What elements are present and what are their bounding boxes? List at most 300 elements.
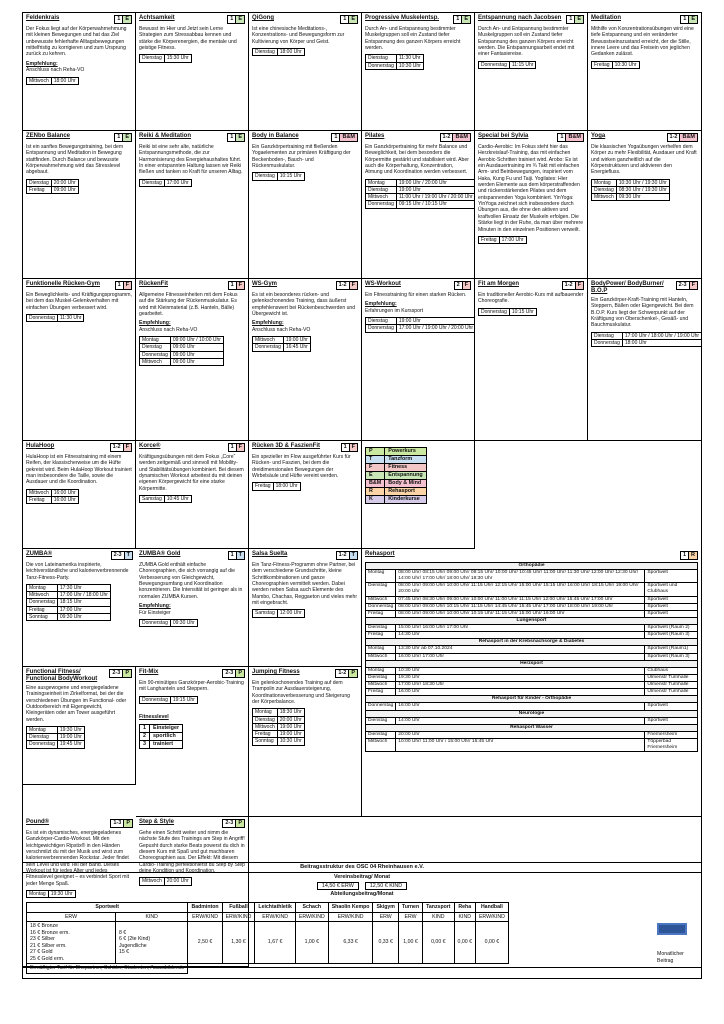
course-title: Salsa Suelta	[252, 551, 288, 557]
time-row	[366, 186, 476, 193]
legend-code: F	[366, 464, 385, 472]
time-day: Samstag	[140, 496, 165, 503]
course-card	[362, 279, 475, 441]
course-description: Durch An- und Entspannung bestimmter Muskelgruppen soll ein Zustand tiefer Entspannung des ganzen Körpers erreicht werden. Die Entspannungsarbeit endet mit einer Fantasiereise.	[478, 25, 575, 58]
time-value: 12:00 Uhr	[277, 610, 304, 617]
time-value: 16:00 Uhr	[51, 496, 78, 503]
time-day: Mittwoch	[366, 194, 397, 201]
course-title: Jumping Fitness	[252, 669, 300, 675]
time-value: 18:00 Uhr	[51, 77, 78, 84]
course-header	[26, 551, 133, 560]
fees-subhead: KIND	[423, 912, 454, 922]
time-day: Dienstag	[27, 179, 52, 186]
course-category-badge: F	[349, 281, 358, 290]
legend-code: K	[366, 496, 385, 504]
course-header	[139, 281, 245, 290]
time-row	[479, 308, 537, 315]
course-category-badge: P	[123, 819, 133, 828]
course-badges	[340, 15, 358, 24]
course-title: Yoga	[591, 133, 606, 139]
time-row	[592, 194, 670, 201]
time-day: Dienstag	[366, 318, 397, 325]
course-title: Achtsamkeit	[139, 15, 175, 21]
course-recommendation: Für Einsteiger	[139, 609, 171, 616]
rehasport-times: 08:00 Uhr/ 09:00 Uhr/ 10:15 Uhr/ 11:15 Uhr/ 14:45 Uhr/ 15:45 Uhr/ 17:00 Uhr/ 18:00 Uhr/ 19:00 Uhr	[396, 603, 645, 610]
course-level-badge: 2-3	[222, 669, 236, 678]
sportwelt-kind-price: 6 € (2te Kind)	[118, 936, 151, 943]
course-description: Reiki ist eine sehr alte, natürliche Entspannungsmethode, die zur Harmonisierung des Energiehaushaltes führt. In einer entspannten Haltung lassen wir Reiki fließen und tanken so Kraft für unseren Alltag.	[139, 143, 243, 176]
fees-column-header: Leichtathletik	[255, 903, 295, 913]
course-description: Ein Ganzkörpertraining für mehr Balance und Beweglichkeit, bei dem besonders die Körpermitte gestärkt und stabilisiert wird. Aber auch die Körperhaltung, Konzentration, Atmung und Koordination werden verbessert.	[365, 143, 469, 176]
time-row	[27, 726, 85, 733]
time-row	[27, 734, 85, 741]
rehasport-location: Clubhaus	[645, 667, 698, 674]
time-value: 19:00 Uhr	[283, 337, 310, 344]
time-value: 18:00 Uhr	[277, 48, 304, 55]
time-day: Montag	[592, 179, 617, 186]
time-value: 18:00 Uhr	[273, 483, 300, 490]
fees-column-header: Reha	[454, 903, 475, 913]
time-value: 17:00 Uhr	[499, 236, 526, 243]
course-header	[365, 133, 471, 142]
course-level-badge: 1	[228, 551, 237, 560]
fees-subhead: ERW/KIND	[255, 912, 295, 922]
time-row	[140, 179, 192, 186]
time-row	[253, 337, 311, 344]
time-day: Montag	[27, 726, 58, 733]
time-row	[27, 179, 79, 186]
rehasport-section-title: Herzsport	[366, 660, 698, 667]
time-value: 11:00 Uhr / 19:00 Uhr / 20:00 Uhr	[396, 194, 475, 201]
course-level-badge: 1	[227, 133, 236, 142]
course-level-badge: 2	[454, 281, 463, 290]
legend-code: T	[366, 456, 385, 464]
course-header	[591, 281, 698, 295]
legend-label: Tanzform	[385, 456, 426, 464]
time-value: 10:30 Uhr	[612, 61, 639, 68]
course-description: Ein Ganzkörpertraining mit fließenden Yogaelementen zur primären Kräftigung der Beckenboden-, Bauch- und Rückenmuskulatur.	[252, 143, 351, 169]
time-row	[479, 236, 527, 243]
time-value: 19:00 Uhr	[396, 318, 475, 325]
sportwelt-kind-price: Jugendliche	[118, 942, 147, 949]
rehasport-location: Sportwelt	[645, 603, 698, 610]
time-row	[592, 179, 670, 186]
time-day: Donnerstag	[27, 314, 58, 321]
rehasport-day: Montag	[366, 667, 396, 674]
course-title: Rücken 3D & FaszienFit	[252, 443, 321, 449]
course-description: HulaHoop ist ein Fitnesstraining mit einem Reifen, der klassischerweise um die Hüfte gekreist wird. Beim HulaHoop Workout trainiert man insbesondere die Taille, sowie die Ausdauer und die Koordination.	[26, 453, 132, 486]
fees-column-header: Tanzsport	[423, 903, 454, 913]
fees-header-row	[27, 903, 509, 913]
fitnesslevel-row	[140, 725, 183, 733]
time-row	[27, 314, 84, 321]
course-times	[365, 54, 424, 70]
fees-subhead: KIND	[115, 912, 188, 922]
course-badges	[336, 551, 358, 560]
time-value: 19:45 Uhr	[57, 741, 84, 748]
course-header	[26, 443, 132, 452]
course-grid	[22, 12, 702, 968]
rehasport-location: Sportwelt	[645, 703, 698, 710]
course-description: Ein Beweglichkeits- und Kräftigungsprogramm, bei dem das Muskel-Gelenkverhalten mit einfachen Übungen verbessert wird.	[26, 291, 132, 311]
rehasport-day: Mittwoch	[366, 596, 396, 603]
course-badges	[676, 281, 698, 290]
time-day: Freitag	[253, 731, 278, 738]
department-fee: 0,33 €	[373, 922, 398, 964]
course-description: Ein 90-minütiges Ganzkörper-Aerobic-Training mit Langhanteln und Steppern.	[139, 679, 244, 693]
course-level-badge: 1	[557, 133, 566, 142]
time-value: 16:45 Uhr	[283, 344, 310, 351]
course-title: RückenFit	[139, 281, 169, 287]
department-fee: 1,00 €	[295, 922, 328, 964]
legend-label: Fitness	[385, 464, 426, 472]
time-day: Donnerstag	[27, 599, 58, 606]
fitnesslevel-row	[140, 741, 183, 749]
rehasport-row	[366, 632, 698, 639]
time-day: Donnerstag	[366, 201, 397, 208]
fees-subhead: ERW/KIND	[475, 912, 508, 922]
rehasport-day: Freitag	[366, 632, 396, 639]
vereinsbeitrag-kind: 12,50 € KIND	[365, 882, 407, 891]
legend-code: E	[366, 472, 385, 480]
course-badges	[557, 133, 584, 142]
time-value: 16:00 Uhr	[51, 489, 78, 496]
course-times	[26, 77, 79, 85]
rehasport-row	[366, 674, 698, 681]
legend-code: R	[366, 488, 385, 496]
rehasport-title: Rehasport	[365, 551, 395, 557]
course-category-badge: T	[349, 551, 358, 560]
legend-label: Rehasport	[385, 488, 426, 496]
course-category-badge: F	[462, 281, 471, 290]
course-times	[478, 236, 527, 244]
time-value: 15:30 Uhr	[164, 55, 191, 62]
course-badges	[222, 669, 245, 678]
course-header	[139, 443, 245, 452]
rehasport-day: Mittwoch	[366, 682, 396, 689]
course-description: Ein traditioneller Aerobic-Kurs mit aufbauender Choreografie.	[478, 291, 584, 305]
course-card	[136, 549, 249, 667]
time-row	[253, 48, 305, 55]
time-day: Montag	[253, 709, 278, 716]
course-card	[23, 667, 136, 785]
rehasport-row	[366, 717, 698, 724]
rehasport-day: Mittwoch	[366, 739, 396, 752]
time-value: 19:00 Uhr / 20:00 Uhr	[396, 179, 475, 186]
course-title: Body in Balance	[252, 133, 299, 139]
course-header	[139, 133, 245, 142]
course-header	[139, 551, 245, 560]
course-header	[139, 819, 245, 828]
rehasport-times: 16:00 Uhr	[396, 703, 645, 710]
course-card	[588, 131, 701, 279]
vereinsbeitrag-values	[23, 882, 701, 891]
course-header	[26, 15, 132, 24]
course-title: ZUMBA®	[26, 551, 53, 557]
course-card	[249, 441, 362, 549]
fees-subhead: ERW	[398, 912, 422, 922]
time-row	[253, 483, 301, 490]
rehasport-location: Ulmenstr Turnhalle	[645, 682, 698, 689]
rehasport-day: Donnerstag	[366, 603, 396, 610]
course-card	[362, 131, 475, 279]
time-day: Donnerstag	[140, 351, 171, 358]
course-card	[249, 13, 362, 131]
course-level-badge: 1	[340, 15, 349, 24]
course-level-badge: 2-3	[222, 819, 236, 828]
rehasport-times: 08:00 Uhr/ 09:00 Uhr/ 10:00 Uhr/ 10:15 Uhr/ 11:15 Uhr/ 15:00 Uhr/ 16:00 Uhr	[396, 610, 645, 617]
rehasport-section-title: Rehasport für Kinder - Orthopädie	[366, 696, 698, 703]
course-title: Meditation	[591, 15, 621, 21]
time-day: Mittwoch	[27, 77, 52, 84]
rehasport-day: Freitag	[366, 689, 396, 696]
course-badges	[115, 281, 132, 290]
course-header	[252, 551, 358, 560]
course-title: QiGong	[252, 15, 274, 21]
rehasport-section-title: Lungensport	[366, 617, 698, 624]
course-card	[249, 131, 362, 279]
fees-column-header: Badminton	[188, 903, 222, 913]
fitnesslevel-label: trainiert	[150, 741, 183, 749]
rehasport-day: Dienstag	[366, 674, 396, 681]
course-header	[478, 133, 584, 142]
course-header	[26, 669, 132, 683]
course-times	[26, 726, 85, 749]
time-row	[253, 723, 305, 730]
fees-subhead: ERW/KIND	[188, 912, 222, 922]
time-row	[253, 709, 305, 716]
time-row	[27, 613, 111, 620]
time-value: 09:30 Uhr	[616, 194, 669, 201]
rehasport-day: Dienstag	[366, 583, 396, 596]
sportwelt-erw-price: 21 € Silber erm.	[30, 942, 67, 949]
course-badges	[680, 15, 698, 24]
course-title: Funktionelle Rücken-Gym	[26, 281, 101, 287]
course-category-badge: T	[124, 551, 133, 560]
time-day: Mittwoch	[592, 194, 617, 201]
rehasport-day: Freitag	[366, 610, 396, 617]
fitnesslevel-number: 2	[140, 733, 150, 741]
legend-label: Body & Mind	[385, 480, 426, 488]
legend-code: B&M	[366, 480, 385, 488]
course-card	[23, 549, 136, 667]
course-description: Eine ausgewogene und energiegeladene Trainingseinheit im Zirkelformat, bei der die verschiedenen Übungen im Functional- oder Outdoorbereich mit Eigengewicht, Kleingeräten oder am Tower ausgeführt werden.	[26, 684, 127, 723]
course-category-badge: B&M	[452, 133, 471, 142]
time-value: 18:15 Uhr	[57, 599, 110, 606]
time-row	[140, 351, 224, 358]
course-title: Fit am Morgen	[478, 281, 520, 287]
time-value: 17:30 Uhr	[57, 584, 110, 591]
course-badges	[667, 133, 698, 142]
time-value: 17:00 Uhr	[164, 179, 191, 186]
rehasport-location: Ulmenstr Turnhalle	[645, 689, 698, 696]
time-value: 19:30 Uhr	[57, 726, 84, 733]
rehasport-section-title: Neurologie	[366, 710, 698, 717]
course-title: Entspannung nach Jacobsen	[478, 15, 562, 21]
course-header	[26, 133, 132, 142]
time-value: 10:15 Uhr	[509, 308, 536, 315]
rehasport-location: Sportwelt und Clubhaus	[645, 583, 698, 596]
fees-column-header: Sportwelt	[27, 903, 188, 913]
rehasport-schedule	[365, 562, 698, 752]
rehasport-row	[366, 610, 698, 617]
rehasport-row	[366, 703, 698, 710]
time-row	[140, 496, 192, 503]
time-value: 11:15 Uhr	[509, 61, 536, 68]
course-description: Der Fokus liegt auf der Körperwahrnehmung mit kleinen Bewegungen und hat das Ziel unbewusste fehlerhafte Alltagsbewegungen mittelfristig zu korrigieren und zum Ursprung zurück zu kehren.	[26, 25, 127, 58]
rehasport-row	[366, 689, 698, 696]
course-header	[365, 15, 471, 24]
course-recommendation-label: Empfehlung:	[365, 301, 397, 308]
time-row	[27, 489, 79, 496]
rehasport-times: 10:00 Uhr/ 11:00 Uhr / 15:00 Uhr/ 15:45 Uhr	[396, 739, 645, 752]
course-title: Special bei Sylvia	[478, 133, 529, 139]
rehasport-row	[366, 682, 698, 689]
course-times	[478, 308, 537, 316]
department-fee: 1,67 €	[255, 922, 295, 964]
course-header	[26, 819, 133, 828]
time-value: 09:30 Uhr	[170, 619, 197, 626]
course-card	[23, 441, 136, 549]
course-badges	[110, 819, 133, 828]
fees-value-row	[27, 922, 509, 964]
vereinsbeitrag-label: Vereinsbeitrag/ Monat	[333, 873, 391, 880]
course-title: Pilates	[365, 133, 385, 139]
course-category-badge: B&M	[679, 133, 698, 142]
course-card	[136, 667, 249, 817]
rehasport-row	[366, 739, 698, 752]
fees-note-row	[27, 964, 509, 974]
time-row	[27, 599, 111, 606]
course-badges	[453, 15, 471, 24]
course-card	[588, 13, 701, 131]
time-day: Mittwoch	[140, 878, 165, 885]
course-times	[26, 489, 79, 505]
fees-note: Ermäßigter Tarif für Ehepartner, Schüler, Studenten, Auszubildende	[27, 964, 188, 974]
fitnesslevel-number: 1	[140, 725, 150, 733]
fees-column-header: Fußball	[222, 903, 255, 913]
rehasport-panel	[362, 549, 701, 817]
rehasport-badges	[680, 551, 698, 560]
time-day: Montag	[140, 337, 171, 344]
rehasport-times: 16:00 Uhr	[396, 689, 645, 696]
time-day: Dienstag	[366, 55, 397, 62]
course-card	[475, 131, 588, 279]
course-description: Ein Ganzkörper-Kraft-Training mit Hanteln, Steppern, Bällen oder Eigengewicht. Bei dem B.O.P. Kurs liegt der Schwerpunkt auf der Kräftigung von Oberschenkel-, Gesäß- und Bauchmuskulatur.	[591, 296, 694, 329]
time-day: Mittwoch	[27, 592, 58, 599]
department-fee: 2,50 €	[188, 922, 222, 964]
time-row	[253, 610, 305, 617]
fees-subhead: ERW/KIND	[295, 912, 328, 922]
course-recommendation-label: Empfehlung:	[139, 603, 171, 610]
course-title: Pound®	[26, 819, 50, 825]
time-value: 10:45 Uhr	[164, 496, 191, 503]
course-category-badge: E	[235, 15, 245, 24]
time-day: Dienstag	[253, 48, 278, 55]
time-value: 11:30 Uhr	[57, 314, 84, 321]
course-level-badge: 1-3	[110, 819, 124, 828]
course-description: Ein Fitnesstraining für einen starken Rücken.	[365, 291, 467, 298]
course-level-badge: 1-2	[335, 669, 349, 678]
course-badges	[227, 15, 245, 24]
course-card	[249, 279, 362, 441]
legend-row	[366, 456, 427, 464]
course-card	[23, 131, 136, 279]
time-day: Dienstag	[592, 332, 623, 339]
course-times	[252, 336, 311, 352]
time-day: Dienstag	[140, 179, 165, 186]
rehasport-day: Dienstag	[366, 717, 396, 724]
rehasport-section-row	[366, 710, 698, 717]
time-row	[592, 339, 702, 346]
time-row	[479, 61, 536, 68]
sportwelt-erw-price: 23 € Silber	[30, 936, 55, 943]
rehasport-row	[366, 570, 698, 583]
course-card	[475, 13, 588, 131]
fees-title: Beitragsstruktur des OSC 04 Rheinhausen e.V.	[23, 863, 701, 873]
rehasport-section-title: Rehasport in der Krebsnachsorge & Diabetes	[366, 639, 698, 646]
course-title: Step & Style	[139, 819, 175, 825]
fees-column-header: Shaolin Kempo	[328, 903, 373, 913]
rehasport-times: 16:00 Uhr/ 17:00 Uhr	[396, 653, 645, 660]
department-fee: 1,00 €	[398, 922, 422, 964]
rehasport-section-row	[366, 562, 698, 569]
course-category-badge: F	[236, 443, 245, 452]
time-row	[366, 55, 424, 62]
course-level-badge: 1	[341, 443, 350, 452]
time-day: Dienstag	[27, 734, 58, 741]
course-level-badge: 1	[114, 15, 123, 24]
course-badges	[341, 443, 358, 452]
time-row	[140, 344, 224, 351]
time-row	[366, 62, 424, 69]
legend-label: Entspannung	[385, 472, 426, 480]
course-badges	[566, 15, 584, 24]
course-description: Ist ein sanftes Bewegungstraining, bei dem Entspannung und Meditation in Bewegung stattfinden. Durch Balance und bewusste Körperwahrnehmung wird das Stresslevel abgebaut.	[26, 143, 124, 176]
course-recommendation: Anschluss nach Reha-VO	[252, 326, 311, 333]
course-header	[26, 281, 132, 290]
sportwelt-kind-price: 8 €	[118, 929, 127, 936]
time-day: Donnerstag	[592, 339, 623, 346]
course-times	[26, 314, 84, 322]
category-legend	[365, 447, 427, 504]
time-row	[592, 186, 670, 193]
rehasport-location: Sportwelt (Raum1)	[645, 646, 698, 653]
rehasport-row	[366, 625, 698, 632]
course-badges	[562, 281, 584, 290]
course-badges	[336, 281, 358, 290]
time-day: Freitag	[592, 61, 613, 68]
time-row	[27, 606, 111, 613]
course-card	[362, 13, 475, 131]
time-day: Freitag	[27, 496, 52, 503]
rehasport-location: Sportwelt	[645, 717, 698, 724]
course-header	[478, 281, 584, 290]
course-level-badge: 1	[566, 15, 575, 24]
time-day: Freitag	[27, 606, 58, 613]
time-row	[253, 716, 305, 723]
fees-subhead: ERW/KIND	[328, 912, 373, 922]
rehasport-times: 14:30 Uhr	[396, 632, 645, 639]
course-level-badge: 2-3	[111, 551, 125, 560]
time-value: 19:00 Uhr	[396, 186, 475, 193]
time-day: Sonntag	[27, 613, 58, 620]
time-day: Freitag	[27, 186, 52, 193]
blue-bar-icon	[657, 923, 687, 935]
course-title: Functional Fitness/ Functional BodyWorkout	[26, 669, 98, 682]
time-value: 10:30 Uhr	[396, 62, 423, 69]
time-day: Donnerstag	[366, 325, 397, 332]
